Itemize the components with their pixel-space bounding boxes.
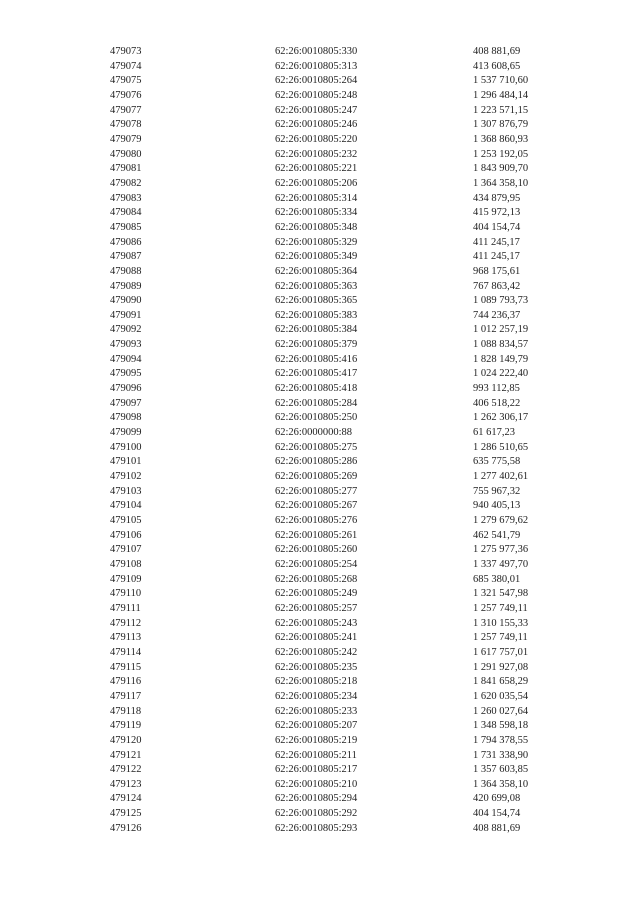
row-id-cell: 479107 [110, 544, 142, 556]
row-id-cell: 479108 [110, 558, 142, 570]
row-id-cell: 479091 [110, 309, 142, 321]
cadastral-number-cell: 62:26:0010805:218 [275, 676, 358, 688]
value-cell: 1 088 834,57 [473, 339, 529, 351]
cadastral-number-cell: 62:26:0010805:254 [275, 558, 358, 570]
row-id-cell: 479120 [110, 734, 142, 746]
table-row [0, 250, 640, 265]
value-cell: 1 364 358,10 [473, 778, 529, 790]
row-id-cell: 479124 [110, 793, 142, 805]
row-id-cell: 479084 [110, 207, 142, 219]
row-id-cell: 479117 [110, 690, 142, 702]
row-id-cell: 479095 [110, 368, 142, 380]
table-row [0, 441, 640, 456]
cadastral-number-cell: 62:26:0010805:334 [275, 207, 358, 219]
value-cell: 1 012 257,19 [473, 324, 529, 336]
value-cell: 408 881,69 [473, 46, 521, 57]
cadastral-number-cell: 62:26:0010805:242 [275, 646, 358, 658]
row-id-cell: 479097 [110, 397, 142, 409]
value-cell: 767 863,42 [473, 280, 521, 292]
table-row [0, 690, 640, 705]
cadastral-number-cell: 62:26:0010805:210 [275, 778, 358, 790]
cadastral-number-cell: 62:26:0010805:246 [275, 119, 358, 131]
table-row [0, 734, 640, 749]
table-row [0, 587, 640, 602]
row-id-cell: 479074 [110, 60, 142, 72]
table-row [0, 104, 640, 119]
table-row [0, 162, 640, 177]
row-id-cell: 479090 [110, 295, 142, 307]
value-cell: 1 828 149,79 [473, 353, 529, 365]
value-cell: 404 154,74 [473, 808, 521, 820]
cadastral-number-cell: 62:26:0010805:277 [275, 485, 358, 497]
value-cell: 1 296 484,14 [473, 89, 529, 101]
cadastral-number-cell: 62:26:0010805:329 [275, 236, 358, 248]
table-row [0, 499, 640, 514]
cadastral-number-cell: 62:26:0010805:313 [275, 60, 358, 72]
value-cell: 404 154,74 [473, 221, 521, 233]
cadastral-number-cell: 62:26:0010805:349 [275, 251, 358, 263]
row-id-cell: 479125 [110, 808, 142, 820]
table-row [0, 602, 640, 617]
row-id-cell: 479098 [110, 412, 142, 424]
value-cell: 685 380,01 [473, 573, 521, 585]
cadastral-number-cell: 62:26:0010805:314 [275, 192, 358, 204]
value-cell: 1 253 192,05 [473, 148, 529, 160]
row-id-cell: 479077 [110, 104, 142, 116]
value-cell: 61 617,23 [473, 427, 515, 439]
cadastral-number-cell: 62:26:0010805:211 [275, 749, 357, 761]
value-cell: 635 775,58 [473, 456, 521, 468]
table-row [0, 177, 640, 192]
table-row [0, 661, 640, 676]
value-cell: 1 310 155,33 [473, 617, 529, 629]
table-row [0, 265, 640, 280]
row-id-cell: 479092 [110, 324, 142, 336]
cadastral-number-cell: 62:26:0010805:232 [275, 148, 358, 160]
value-cell: 1 368 860,93 [473, 133, 529, 145]
value-cell: 1 279 679,62 [473, 515, 529, 526]
cadastral-number-cell: 62:26:0010805:207 [275, 720, 358, 732]
cadastral-number-cell: 62:26:0010805:249 [275, 588, 358, 600]
value-cell: 744 236,37 [473, 309, 521, 321]
row-id-cell: 479105 [110, 515, 142, 526]
table-row [0, 573, 640, 588]
cadastral-number-cell: 62:26:0010805:243 [275, 617, 358, 629]
table-row [0, 543, 640, 558]
table-row [0, 236, 640, 251]
cadastral-number-cell: 62:26:0010805:220 [275, 133, 358, 145]
row-id-cell: 479081 [110, 163, 142, 175]
row-id-cell: 479115 [110, 661, 142, 673]
value-cell: 1 617 757,01 [473, 646, 529, 658]
cadastral-number-cell: 62:26:0010805:235 [275, 661, 358, 673]
table-row [0, 763, 640, 778]
table-row [0, 60, 640, 75]
table-row [0, 807, 640, 822]
table-row [0, 353, 640, 368]
table-row [0, 558, 640, 573]
row-id-cell: 479106 [110, 529, 142, 541]
value-cell: 1 024 222,40 [473, 368, 529, 380]
value-cell: 1 348 598,18 [473, 720, 529, 732]
table-row [0, 646, 640, 661]
table-row [0, 529, 640, 544]
value-cell: 406 518,22 [473, 397, 521, 409]
value-cell: 1 286 510,65 [473, 441, 529, 453]
cadastral-number-cell: 62:26:0010805:379 [275, 339, 358, 351]
value-cell: 1 841 658,29 [473, 676, 529, 688]
cadastral-number-cell: 62:26:0010805:261 [275, 529, 358, 541]
row-id-cell: 479103 [110, 485, 142, 497]
row-id-cell: 479080 [110, 148, 142, 160]
cadastral-number-cell: 62:26:0010805:260 [275, 544, 358, 556]
cadastral-number-cell: 62:26:0010805:264 [275, 75, 358, 87]
cadastral-number-cell: 62:26:0010805:383 [275, 309, 358, 321]
table-row [0, 221, 640, 236]
value-cell: 1 321 547,98 [473, 588, 529, 600]
value-cell: 1 291 927,08 [473, 661, 529, 673]
row-id-cell: 479118 [110, 705, 142, 717]
table-row [0, 382, 640, 397]
value-cell: 968 175,61 [473, 265, 521, 277]
value-cell: 1 537 710,60 [473, 75, 529, 87]
value-cell: 1 357 603,85 [473, 764, 529, 776]
cadastral-number-cell: 62:26:0010805:219 [275, 734, 358, 746]
value-cell: 1 794 378,55 [473, 734, 529, 746]
table-row [0, 397, 640, 412]
value-cell: 1 277 402,61 [473, 471, 529, 483]
table-row [0, 323, 640, 338]
value-cell: 993 112,85 [473, 383, 520, 395]
table-row [0, 206, 640, 221]
cadastral-number-cell: 62:26:0010805:363 [275, 280, 358, 292]
value-cell: 1 731 338,90 [473, 749, 529, 761]
row-id-cell: 479119 [110, 720, 142, 732]
cadastral-number-cell: 62:26:0010805:286 [275, 456, 358, 468]
cadastral-number-cell: 62:26:0010805:206 [275, 177, 358, 189]
table-row [0, 118, 640, 133]
value-cell: 1 275 977,36 [473, 544, 529, 556]
row-id-cell: 479082 [110, 177, 142, 189]
row-id-cell: 479087 [110, 251, 142, 263]
row-id-cell: 479116 [110, 676, 142, 688]
table-row [0, 74, 640, 89]
value-cell: 1 260 027,64 [473, 705, 529, 717]
cadastral-number-cell: 62:26:0010805:268 [275, 573, 358, 585]
table-row [0, 309, 640, 324]
value-cell: 411 245,17 [473, 236, 520, 248]
value-cell: 1 262 306,17 [473, 412, 529, 424]
cadastral-number-cell: 62:26:0010805:418 [275, 383, 358, 395]
value-cell: 420 699,08 [473, 793, 521, 805]
row-id-cell: 479109 [110, 573, 142, 585]
cadastral-number-cell: 62:26:0010805:233 [275, 705, 358, 717]
cadastral-number-cell: 62:26:0000000:88 [275, 427, 353, 439]
table-row [0, 675, 640, 690]
row-id-cell: 479096 [110, 383, 142, 395]
row-id-cell: 479122 [110, 764, 142, 776]
value-cell: 1 307 876,79 [473, 119, 529, 131]
table-row [0, 133, 640, 148]
cadastral-number-cell: 62:26:0010805:365 [275, 295, 358, 307]
table-row [0, 294, 640, 309]
row-id-cell: 479114 [110, 646, 142, 658]
row-id-cell: 479076 [110, 89, 142, 101]
row-id-cell: 479111 [110, 602, 141, 614]
row-id-cell: 479089 [110, 280, 142, 292]
row-id-cell: 479110 [110, 588, 142, 600]
value-cell: 1 620 035,54 [473, 690, 529, 702]
table-row [0, 514, 640, 529]
table-row [0, 89, 640, 104]
cadastral-number-cell: 62:26:0010805:384 [275, 324, 358, 336]
row-id-cell: 479094 [110, 353, 142, 365]
row-id-cell: 479123 [110, 778, 142, 790]
table-row [0, 822, 640, 837]
row-id-cell: 479083 [110, 192, 142, 204]
table-row [0, 411, 640, 426]
value-cell: 408 881,69 [473, 822, 521, 834]
value-cell: 434 879,95 [473, 192, 521, 204]
row-id-cell: 479093 [110, 339, 142, 351]
row-id-cell: 479101 [110, 456, 142, 468]
table-row [0, 705, 640, 720]
table-row [0, 617, 640, 632]
value-cell: 1 364 358,10 [473, 177, 529, 189]
row-id-cell: 479100 [110, 441, 142, 453]
row-id-cell: 479102 [110, 471, 142, 483]
cadastral-number-cell: 62:26:0010805:248 [275, 89, 358, 101]
row-id-cell: 479078 [110, 119, 142, 131]
value-cell: 940 405,13 [473, 500, 521, 512]
row-id-cell: 479104 [110, 500, 142, 512]
cadastral-number-cell: 62:26:0010805:247 [275, 104, 358, 116]
row-id-cell: 479088 [110, 265, 142, 277]
cadastral-number-cell: 62:26:0010805:221 [275, 163, 358, 175]
table-row [0, 45, 640, 60]
table-row [0, 148, 640, 163]
cadastral-number-cell: 62:26:0010805:250 [275, 412, 358, 424]
cadastral-number-cell: 62:26:0010805:364 [275, 265, 358, 277]
table-row [0, 455, 640, 470]
row-id-cell: 479079 [110, 133, 142, 145]
value-cell: 1 257 749,11 [473, 602, 528, 614]
table-row [0, 719, 640, 734]
value-cell: 1 337 497,70 [473, 558, 529, 570]
value-cell: 411 245,17 [473, 251, 520, 263]
cadastral-number-cell: 62:26:0010805:293 [275, 822, 358, 834]
cadastral-number-cell: 62:26:0010805:276 [275, 515, 358, 526]
row-id-cell: 479126 [110, 822, 142, 834]
cadastral-number-cell: 62:26:0010805:348 [275, 221, 358, 233]
value-cell: 462 541,79 [473, 529, 521, 541]
value-cell: 1 843 909,70 [473, 163, 529, 175]
value-cell: 755 967,32 [473, 485, 521, 497]
cadastral-number-cell: 62:26:0010805:257 [275, 602, 358, 614]
table-row [0, 749, 640, 764]
table-row [0, 485, 640, 500]
cadastral-number-cell: 62:26:0010805:284 [275, 397, 358, 409]
value-cell: 1 223 571,15 [473, 104, 529, 116]
row-id-cell: 479113 [110, 632, 142, 644]
row-id-cell: 479075 [110, 75, 142, 87]
table-row [0, 470, 640, 485]
value-cell: 415 972,13 [473, 207, 521, 219]
row-id-cell: 479073 [110, 46, 142, 57]
cadastral-number-cell: 62:26:0010805:292 [275, 808, 358, 820]
table-row [0, 631, 640, 646]
cadastral-number-cell: 62:26:0010805:330 [275, 46, 358, 57]
value-cell: 413 608,65 [473, 60, 521, 72]
table-row [0, 778, 640, 793]
data-table [0, 45, 640, 836]
cadastral-number-cell: 62:26:0010805:241 [275, 632, 358, 644]
cadastral-number-cell: 62:26:0010805:234 [275, 690, 358, 702]
cadastral-number-cell: 62:26:0010805:275 [275, 441, 358, 453]
row-id-cell: 479112 [110, 617, 142, 629]
row-id-cell: 479086 [110, 236, 142, 248]
table-row [0, 367, 640, 382]
table-row [0, 192, 640, 207]
table-row [0, 426, 640, 441]
cadastral-number-cell: 62:26:0010805:269 [275, 471, 358, 483]
cadastral-number-cell: 62:26:0010805:294 [275, 793, 358, 805]
cadastral-number-cell: 62:26:0010805:217 [275, 764, 358, 776]
row-id-cell: 479085 [110, 221, 142, 233]
table-row [0, 338, 640, 353]
row-id-cell: 479121 [110, 749, 142, 761]
value-cell: 1 257 749,11 [473, 632, 528, 644]
cadastral-number-cell: 62:26:0010805:416 [275, 353, 358, 365]
cadastral-number-cell: 62:26:0010805:267 [275, 500, 358, 512]
table-row [0, 280, 640, 295]
table-row [0, 792, 640, 807]
value-cell: 1 089 793,73 [473, 295, 529, 307]
row-id-cell: 479099 [110, 427, 142, 439]
cadastral-number-cell: 62:26:0010805:417 [275, 368, 358, 380]
